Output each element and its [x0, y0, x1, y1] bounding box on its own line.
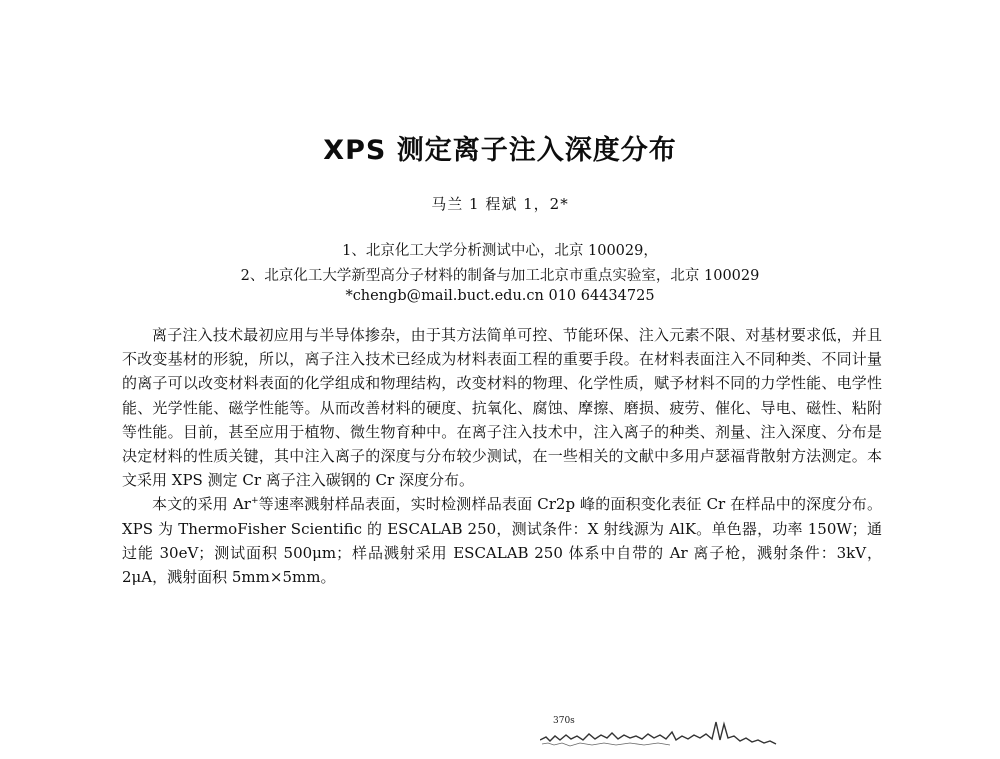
- paragraph-intro: 离子注入技术最初应用与半导体掺杂，由于其方法简单可控、节能环保、注入元素不限、对基材要求低，并且不改变基材的形貌，所以，离子注入技术已经成为材料表面工程的重要手段。在材料表面注入不同种类、不同计量的离子可以改变材料表面的化学组成和物理结构，改变材料的物理、化学性质，赋予材料不同的力学性能、电学性能、光学性能、磁学性能等。从而改善材料的硬度、抗氧化、腐蚀、摩擦、磨损、疲劳、催化、导电、磁性、粘附等性能。目前，甚至应用于植物、微生物育种中。在离子注入技术中，注入离子的种类、剂量、注入深度、分布是决定材料的性质关键，其中注入离子的深度与分布较少测试，在一些相关的文献中多用卢瑟福背散射方法测定。本文采用 XPS 测定 Cr 离子注入碳钢的 Cr 深度分布。: [122, 326, 882, 490]
- paper-title: XPS 测定离子注入深度分布: [323, 135, 677, 166]
- abstract-body: [122, 323, 882, 589]
- ion-charge-superscript: +: [250, 496, 259, 507]
- method-text-rest: 等速率溅射样品表面，实时检测样品表面 Cr2p 峰的面积变化表征 Cr 在样品中的深度分布。XPS 为 ThermoFisher Scientific 的 ESCALAB 250，测试条件：X 射线源为 AlK。单色器，功率 150W；通过能 30eV；测试面积 500μm；样品溅射采用 ESCALAB 250 体系中自带的 Ar 离子枪，溅射条件：3kV，2μA，溅射面积 5mm×5mm。: [122, 495, 882, 587]
- scan-artifact-squiggle: [540, 710, 780, 756]
- affiliation-2: 2、北京化工大学新型高分子材料的制备与加工北京市重点实验室，北京 100029: [240, 268, 760, 284]
- method-text-start: 本文的采用 Ar: [152, 495, 251, 514]
- author-line: 马兰 1 程斌 1，2*: [431, 195, 569, 213]
- paragraph-method: [122, 492, 882, 589]
- affiliation-1: 1、北京化工大学分析测试中心，北京 100029，: [342, 243, 658, 259]
- corresponding-contact: *chengb@mail.buct.edu.cn 010 64434725: [345, 288, 655, 304]
- page-footer-label: 370s: [553, 716, 575, 726]
